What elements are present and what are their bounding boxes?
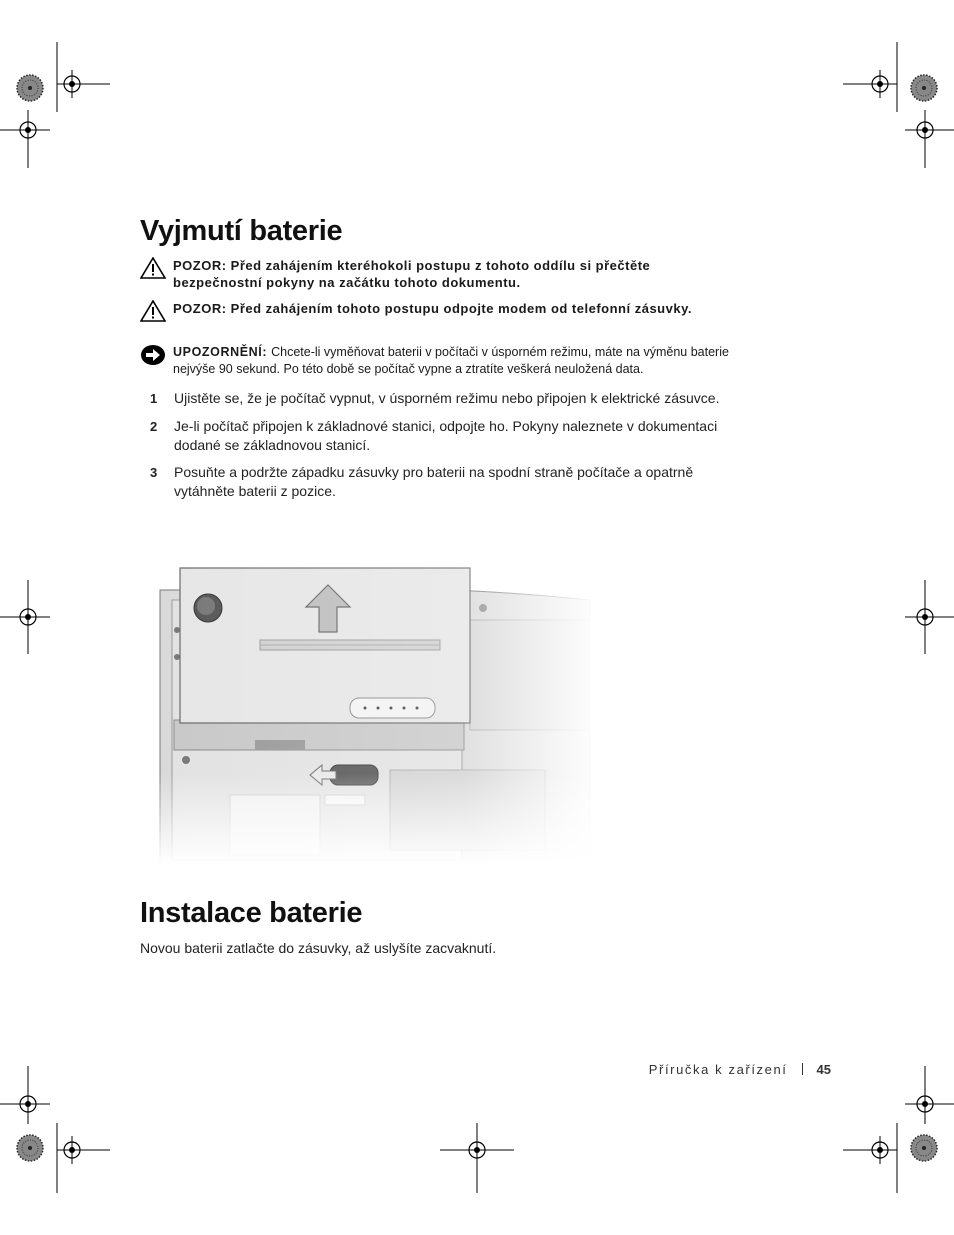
caution-notice-2 — [140, 300, 740, 317]
section-title-remove-battery: Vyjmutí baterie — [140, 215, 343, 247]
section-title-install-battery: Instalace baterie — [140, 897, 363, 929]
footer-divider — [802, 1063, 803, 1075]
page-footer — [649, 1062, 831, 1077]
step-number: 1 — [150, 391, 158, 406]
list-item — [150, 389, 750, 408]
step-text: Posuňte a podržte západku zásuvky pro baterii na spodní straně počítače a opatrně vytáhněte baterii z pozice. — [174, 464, 694, 499]
list-item — [150, 463, 750, 501]
caution-notice-1 — [140, 257, 740, 291]
step-text: Je-li počítač připojen k základnové stanici, odpojte ho. Pokyny naleznete v dokumentaci dodané se základnovou stanicí. — [174, 418, 718, 453]
caution-text-2: POZOR: Před zahájením tohoto postupu odpojte modem od telefonní zásuvky. — [173, 301, 692, 316]
battery-removal-illustration — [150, 560, 600, 865]
notice-icon — [140, 344, 166, 366]
page-number: 45 — [816, 1062, 831, 1077]
notice-block — [140, 344, 740, 378]
install-instruction: Novou baterii zatlačte do zásuvky, až uslyšíte zacvaknutí. — [140, 940, 497, 956]
list-item — [150, 417, 750, 455]
caution-text-1: POZOR: Před zahájením kteréhokoli postupu z tohoto oddílu si přečtěte bezpečnostní pokyny na začátku tohoto dokumentu. — [173, 258, 651, 290]
step-number: 2 — [150, 419, 158, 434]
caution-icon — [140, 257, 166, 279]
step-text: Ujistěte se, že je počítač vypnut, v úsporném režimu nebo připojen k elektrické zásuvce. — [174, 390, 720, 406]
step-number: 3 — [150, 465, 158, 480]
notice-text: Chcete-li vyměňovat baterii v počítači v úsporném režimu, máte na výměnu baterie nejvýše 90 sekund. Po této době se počítač vypne a ztratíte veškerá neuložená data. — [173, 345, 729, 376]
notice-label: UPOZORNĚNÍ: — [173, 345, 268, 359]
footer-section-name: Příručka k zařízení — [648, 1062, 788, 1077]
caution-icon — [140, 300, 166, 322]
